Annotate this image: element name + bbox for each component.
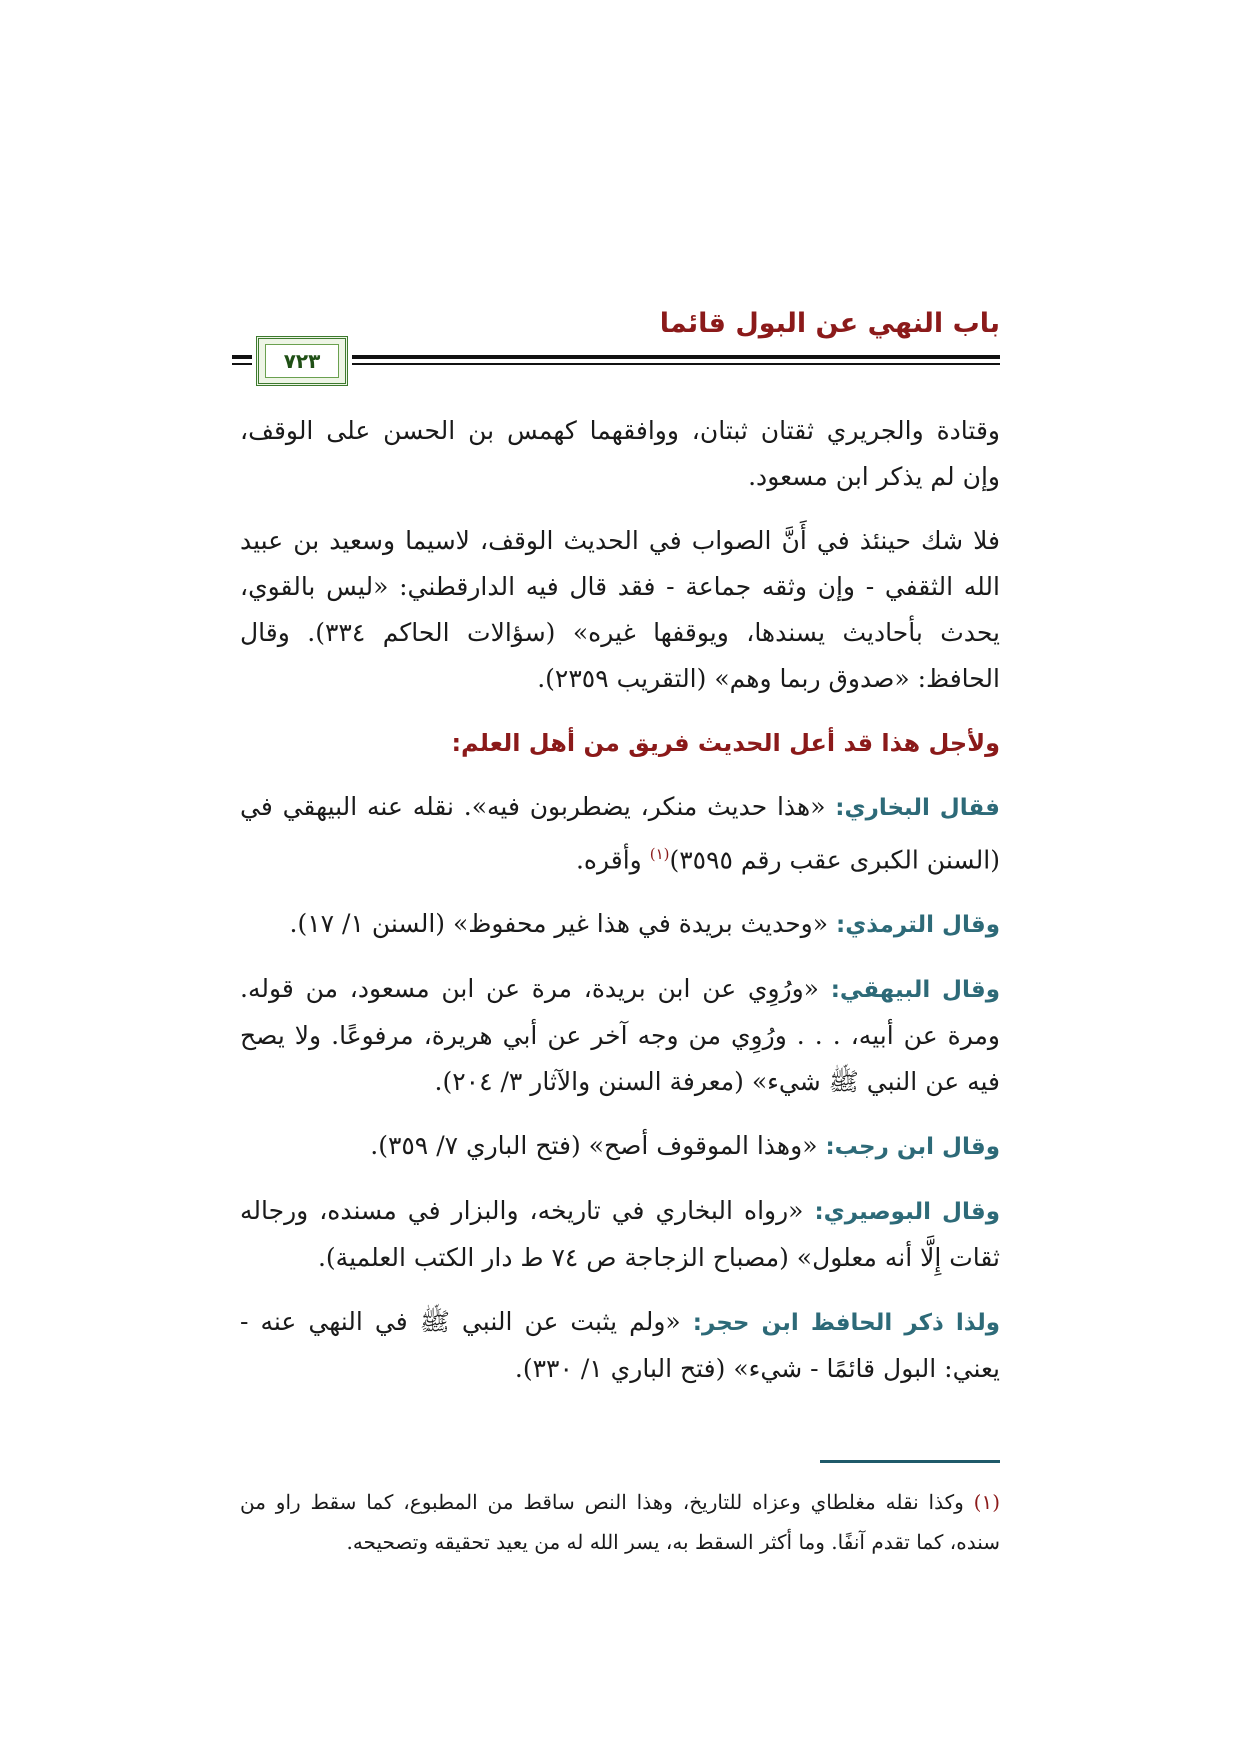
running-header-title: باب النهي عن البول قائما (659, 308, 1000, 339)
paragraph-1: وقتادة والجريري ثقتان ثبتان، ووافقهما كهمس بن الحسن على الوقف، وإن لم يذكر ابن مسعود. (240, 416, 1000, 491)
speaker-ibn-hajar: ولذا ذكر الحافظ ابن حجر: (692, 1310, 1001, 1337)
footnote-1 (240, 1482, 1000, 1562)
quote-ibn-hajar (240, 1299, 1000, 1392)
paragraph-2: فلا شك حينئذ في أَنَّ الصواب في الحديث الوقف، لاسيما وسعيد بن عبيد الله الثقفي - وإن وثقه جماعة - فقد قال فيه الدارقطني: «ليس بالقوي، يحدث بأحاديث يسندها، ويوقفها غيره» (سؤالات الحاكم ٣٣٤). وقال الحافظ: «صدوق ربما وهم» (التقريب ٢٣٥٩). (240, 526, 1000, 693)
header-rule-left-thin (232, 363, 252, 365)
speaker-busiri: وقال البوصيري: (814, 1199, 1000, 1226)
quote-tirmidhi-text: «وحديث بريدة في هذا غير محفوظ» (السنن ١/ ١٧). (289, 909, 829, 939)
quote-bayhaqi-text: «ورُوِي عن ابن بريدة، مرة عن ابن مسعود، من قوله. ومرة عن أبيه، . . . ورُوِي من وجه آخر عن أبي هريرة، مرفوعًا. ولا يصح فيه عن النبي ﷺ شيء» (معرفة السنن والآثار ٣/ ٢٠٤). (240, 974, 1000, 1097)
speaker-ibn-rajab: وقال ابن رجب: (825, 1134, 1000, 1161)
quote-ibn-rajab (240, 1123, 1000, 1170)
section-heading: ولأجل هذا قد أعل الحديث فريق من أهل العلم: (451, 729, 1000, 757)
page-number-badge (256, 336, 348, 386)
quote-bayhaqi (240, 966, 1000, 1105)
quote-bukhari-tail: وأقره. (575, 845, 650, 875)
header-rule-right-thin (352, 363, 1000, 365)
header-rule-left (232, 355, 252, 359)
main-text (240, 408, 1000, 1410)
quote-ibn-rajab-text: «وهذا الموقوف أصح» (فتح الباري ٧/ ٣٥٩). (370, 1131, 818, 1161)
speaker-bukhari: فقال البخاري: (835, 795, 1000, 821)
speaker-tirmidhi: وقال الترمذي: (836, 912, 1000, 939)
quote-busiri (240, 1188, 1000, 1281)
footnotes (240, 1482, 1000, 1562)
header-rule-right (352, 355, 1000, 359)
footnote-1-text: وكذا نقله مغلطاي وعزاه للتاريخ، وهذا النص ساقط من المطبوع، كما سقط راو من سنده، كما تقدم آنفًا. وما أكثر السقط به، يسر الله له من يعيد تحقيقه وتصحيحه. (240, 1490, 1000, 1554)
quote-ibn-hajar-text: «ولم يثبت عن النبي ﷺ في النهي عنه - يعني: البول قائمًا - شيء» (فتح الباري ١/ ٣٣٠). (240, 1307, 1000, 1384)
quote-bukhari-text: «هذا حديث منكر، يضطربون فيه». نقله عنه البيهقي في (السنن الكبرى عقب رقم ٣٥٩٥) (240, 792, 1000, 875)
quote-busiri-text: «رواه البخاري في تاريخه، والبزار في مسنده، ورجاله ثقات إِلَّا أنه معلول» (مصباح الزجاجة ص ٧٤ ط دار الكتب العلمية). (240, 1196, 1000, 1273)
page-number: ٧٢٣ (265, 344, 339, 378)
footnote-separator (820, 1460, 1000, 1463)
speaker-bayhaqi: وقال البيهقي: (830, 977, 1000, 1004)
quote-tirmidhi (240, 901, 1000, 948)
footnote-1-number: (١) (973, 1490, 1000, 1514)
quote-bukhari (240, 784, 1000, 883)
footnote-ref-1[interactable]: (١) (649, 845, 670, 863)
